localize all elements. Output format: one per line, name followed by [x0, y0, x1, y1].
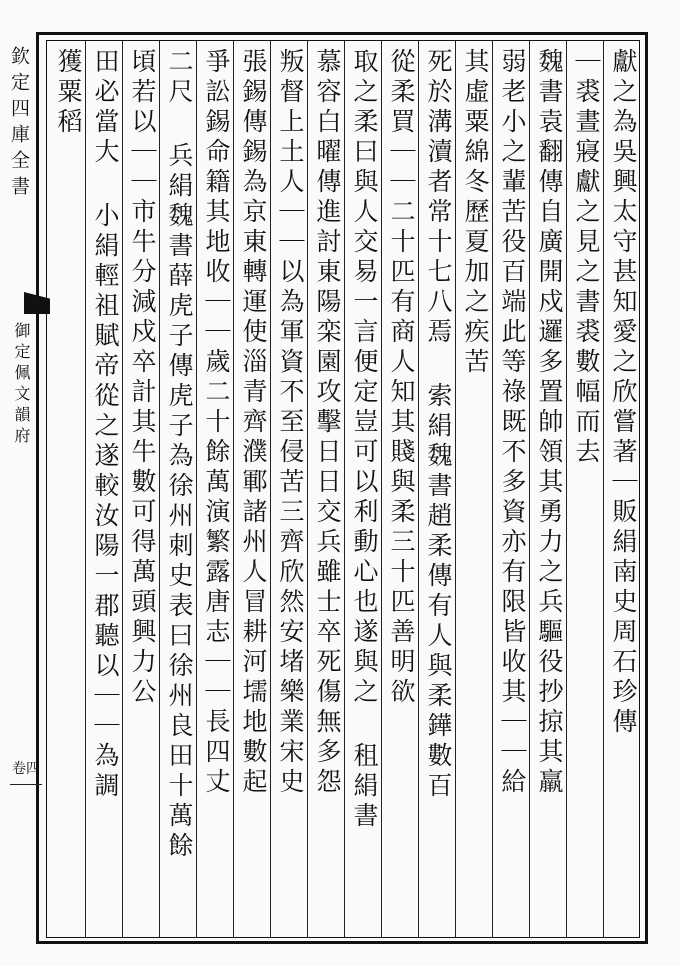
text-column-6: 死於溝瀆者常十七八焉 索絹魏書趙柔傳有人與柔鏵數百 — [424, 48, 453, 802]
column-rule — [122, 41, 123, 937]
text-column-15: 田必當大 小絹輕祖賦帝從之遂較汝陽一郡聽以｜｜為調 — [91, 48, 120, 802]
book-title: 欽定四庫全書 — [8, 46, 30, 202]
column-rule — [455, 41, 456, 937]
text-column-13: 二尺 兵絹魏書薛虎子傳虎子為徐州刺史表曰徐州良田十萬餘 — [165, 48, 194, 862]
column-rule — [344, 41, 345, 937]
volume-title: 御定佩文韻府 — [12, 322, 31, 448]
text-column-9: 慕容白曜傳進討東陽栾園攻擊日日交兵雖士卒死傷無多怨 — [313, 48, 342, 798]
column-rule — [492, 41, 493, 937]
text-column-11: 張錫傳錫為京東轉運使淄青齊濮鄆諸州人冒耕河壖地數起 — [239, 48, 268, 798]
column-rule — [603, 41, 604, 937]
text-column-4: 弱老小之輩苦役百端此等祿既不多資亦有限皆收其｜｜給 — [498, 48, 527, 798]
text-column-8: 取之柔曰與人交易一言便定豈可以利動心也遂與之 租絹書 — [350, 48, 379, 832]
text-column-12: 爭訟錫命籍其地收｜｜歲二十餘萬演繁露唐志｜｜長四丈 — [202, 48, 231, 798]
text-column-10: 叛督上土人｜｜以為軍資不至侵苦三齊欣然安堵樂業宋史 — [276, 48, 305, 798]
page-number: 卷四 — [10, 758, 42, 785]
column-rule — [85, 41, 86, 937]
column-rule — [270, 41, 271, 937]
column-rule — [566, 41, 567, 937]
column-rule — [196, 41, 197, 937]
text-column-2: ｜裘晝寢獻之見之書裘數幅而去 — [572, 48, 601, 468]
text-column-3: 魏書袁翻傳自廣開戍邏多置帥領其勇力之兵驅役抄掠其羸 — [535, 48, 564, 798]
text-column-14: 頃若以｜｜市牛分減戍卒計其牛數可得萬頭興力公 — [128, 48, 157, 708]
column-rule — [233, 41, 234, 937]
text-column-1: 獻之為吳興太守甚知愛之欣嘗著｜販絹南史周石珍傳 — [609, 48, 638, 738]
column-rule — [307, 41, 308, 937]
text-column-7: 從柔買｜｜二十匹有商人知其賤與柔三十匹善明欲 — [387, 48, 416, 708]
column-rule — [159, 41, 160, 937]
text-column-16: 獲粟稻 — [54, 48, 83, 138]
column-rule — [381, 41, 382, 937]
column-rule — [529, 41, 530, 937]
column-rule — [418, 41, 419, 937]
text-column-5: 其虛粟綿冬歷夏加之疾苦 — [461, 48, 490, 378]
